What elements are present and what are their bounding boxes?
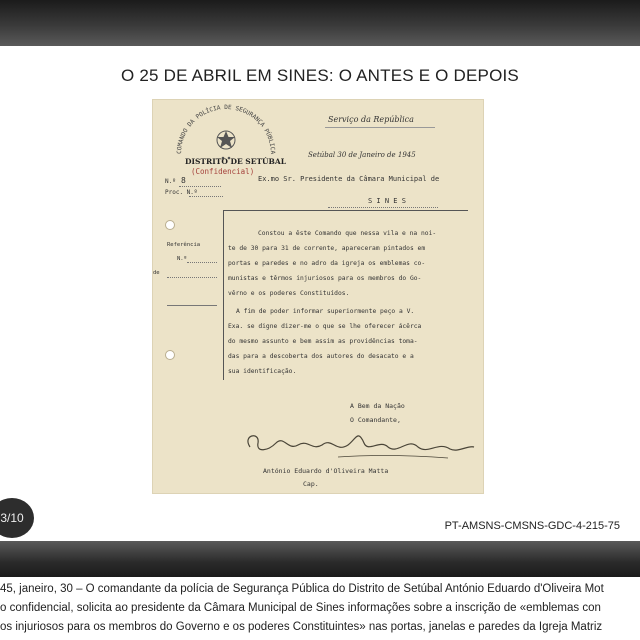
recipient-place: S I N E S [368, 197, 406, 205]
confidential-stamp: (Confidencial) [191, 167, 255, 176]
police-emblem-icon [161, 102, 291, 162]
body-line: A fim de poder informar superiormente peço a V. [236, 308, 415, 315]
signatory-name: António Eduardo d'Oliveira Matta [263, 467, 389, 475]
body-line: munistas e têrmos injuriosos para os membros do Go- [228, 275, 422, 282]
document-scan [153, 100, 483, 493]
recipient-line: Ex.mo Sr. Presidente da Câmara Municipal de [258, 175, 440, 183]
closing-title: O Comandante, [350, 416, 401, 424]
slide-counter: 3/10 [0, 498, 34, 538]
top-bar [0, 0, 640, 46]
number-underline [179, 186, 221, 187]
caption-line: o confidencial, solicita ao presidente da Câmara Municipal de Sines informações sobre a inscrição de «emblemas con [0, 602, 601, 614]
letter-body [228, 226, 478, 379]
caption-line: os injuriosos para os membros do Governo e os poderes Constituintes» nas portas, janelas e paredes da Igreja Matriz [0, 621, 603, 633]
number-value: 8 [181, 176, 186, 185]
header-rule [223, 210, 468, 211]
body-line: das para a descoberta dos autores do desacato e a [228, 353, 414, 360]
slide-title: O 25 DE ABRIL EM SINES: O ANTES E O DEPOIS [121, 66, 519, 85]
punch-hole [165, 350, 175, 360]
reference-de-label: de [153, 270, 160, 276]
emblem-arc-text: COMANDO DA POLÍCIA DE SEGURANÇA PÚBLICA [175, 103, 277, 155]
closing-salutation: A Bem da Nação [350, 402, 405, 410]
process-underline [189, 196, 223, 197]
body-line: sua identificação. [228, 368, 297, 375]
reference-de-underline [167, 277, 217, 278]
place-underline [328, 207, 438, 208]
svg-text:COMANDO DA POLÍCIA DE SEGURANÇ [176, 104, 276, 155]
reference-no-underline [187, 262, 217, 263]
bottom-bar [0, 541, 640, 577]
handwritten-signature [238, 425, 478, 465]
number-label: N.º [165, 178, 176, 185]
district-heading: DISTRITO DE SETÚBAL [185, 157, 286, 166]
body-line: portas e paredes e no adro da igreja os emblemas co- [228, 260, 426, 267]
archive-reference: PT-AMSNS-CMSNS-GDC-4-215-75 [444, 520, 620, 532]
service-header: Serviço da República [328, 115, 414, 124]
margin-rule [223, 210, 224, 380]
caption-line: 45, janeiro, 30 – O comandante da polícia de Segurança Pública do Distrito de Setúbal António Eduardo d'Oliveira Mot [0, 583, 604, 595]
body-line: vêrno e os poderes Constituídos. [228, 290, 350, 297]
reference-label: Referência [167, 242, 201, 248]
body-line: Constou a êste Comando que nessa vila e na noi- [258, 230, 437, 237]
reference-no-label: N.º [177, 256, 187, 262]
punch-hole [165, 220, 175, 230]
caption [0, 580, 640, 637]
body-line: Exa. se digne dizer-me o que se lhe oferecer ácêrca [228, 323, 422, 330]
process-label: Proc. N.º [165, 189, 198, 196]
service-underline [325, 127, 435, 128]
reference-bottom-rule [167, 305, 217, 306]
signatory-rank: Cap. [303, 480, 319, 488]
date-line: Setúbal 30 de Janeiro de 1945 [308, 151, 416, 159]
body-line: te de 30 para 31 de corrente, apareceram pintados em [228, 245, 426, 252]
body-line: do mesmo assunto e bem assim as providências toma- [228, 338, 418, 345]
